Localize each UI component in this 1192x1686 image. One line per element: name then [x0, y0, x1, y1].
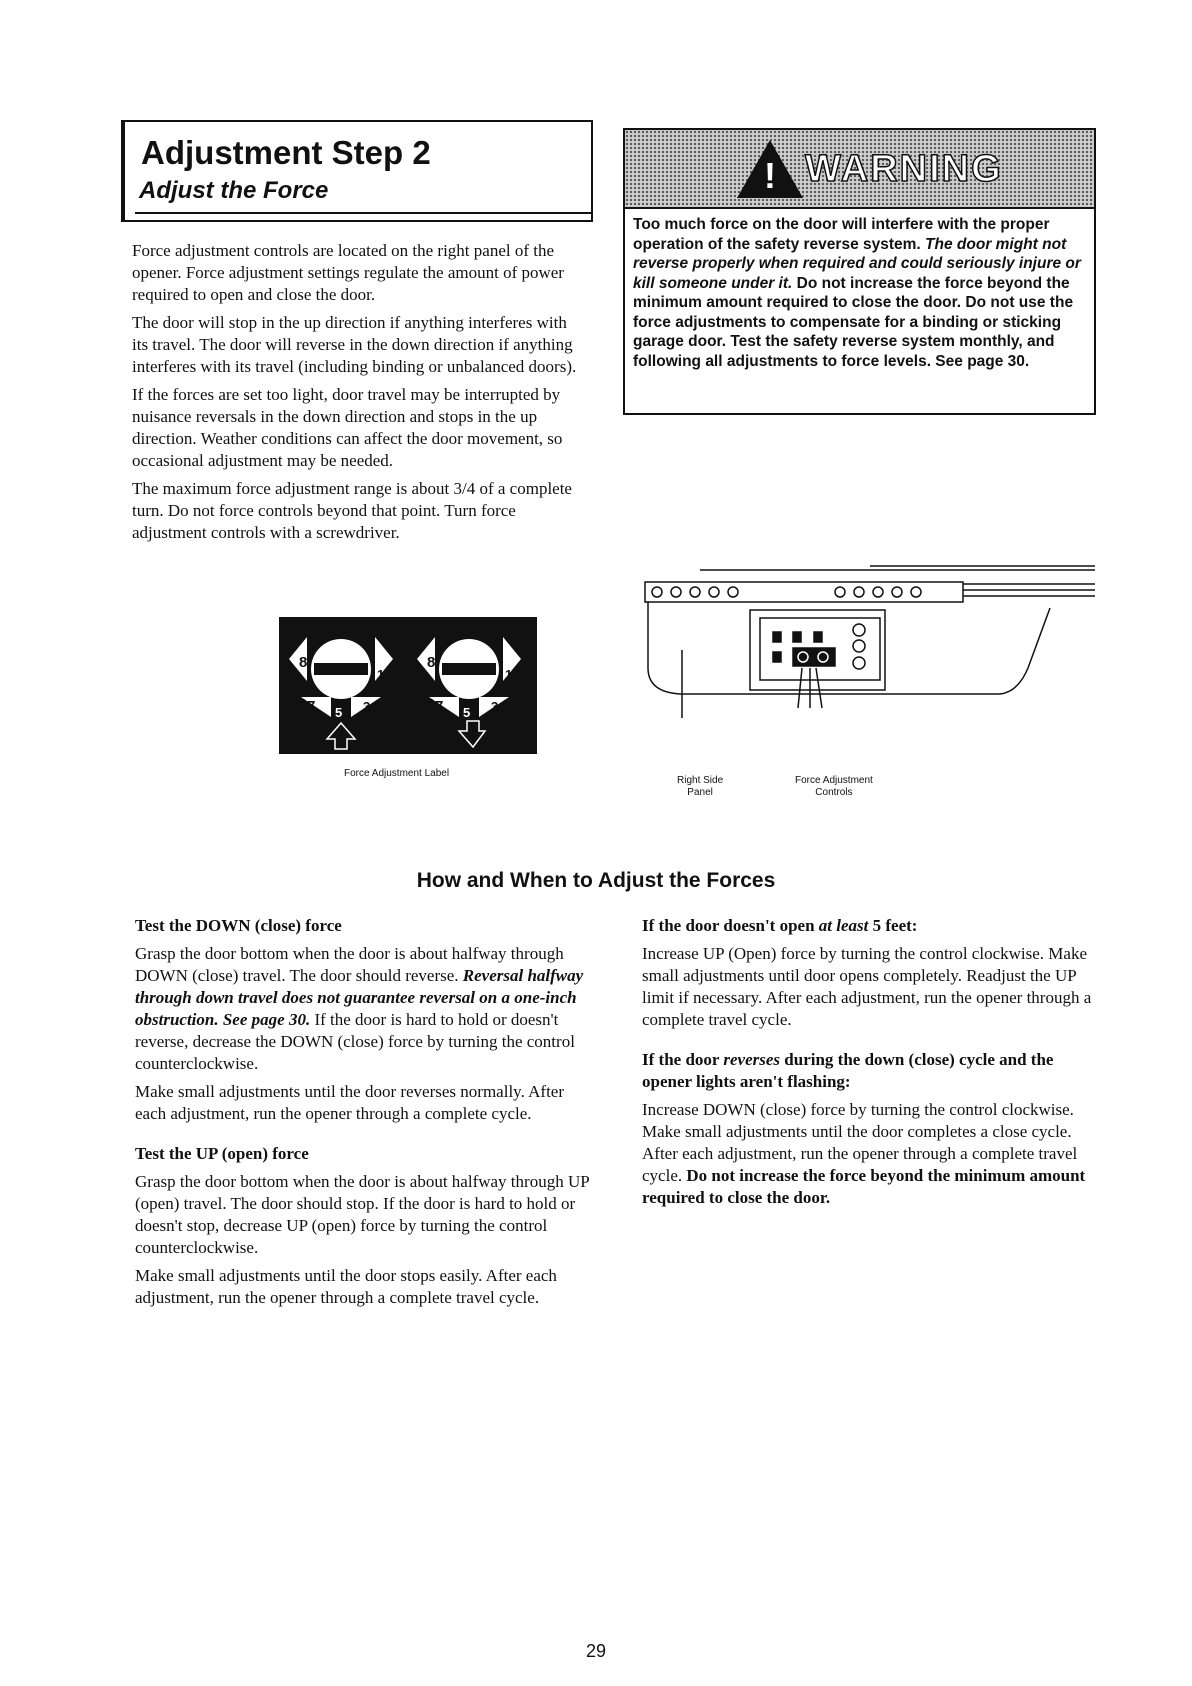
svg-text:5: 5	[463, 705, 471, 720]
warning-box	[623, 128, 1096, 415]
open-5-feet-heading: If the door doesn't open at least 5 feet:	[642, 916, 918, 935]
opener-right-panel-diagram	[640, 560, 1095, 770]
svg-text:8: 8	[427, 654, 436, 671]
step-subtitle-rule	[135, 212, 591, 214]
exclamation-icon: !	[764, 155, 776, 196]
step-header-box	[121, 120, 593, 222]
right-side-panel-caption: Right Side Panel	[677, 775, 724, 798]
open-5-feet-paragraph: Increase UP (Open) force by turning the control clockwise. Make small adjustments until door opens completely. Readjust the UP limit if necessary. After each adjustment, run the opener through a complete travel cycle.	[642, 944, 1092, 1029]
intro-paragraph: The maximum force adjustment range is about 3/4 of a complete turn. Do not force controls beyond that point. Turn force adjustment controls with a screwdriver.	[132, 479, 572, 542]
force-adjustment-controls	[773, 624, 865, 669]
section-heading: How and When to Adjust the Forces	[416, 869, 776, 892]
down-force-heading: Test the DOWN (close) force	[135, 916, 342, 935]
svg-text:8: 8	[299, 654, 308, 671]
svg-text:1: 1	[377, 667, 385, 682]
force-adjustment-label-image	[279, 617, 537, 754]
warning-text: Too much force on the door will interfere with the proper operation of the safety reverse system. The door might not reverse properly when required and could seriously injure or kill someone under it. Do not increase the force beyond the minimum amount required to close the door. Do not use the force adjustments to compensate for a binding or sticking garage door. Test the safety reverse system monthly, and following all adjustments to force levels. See page 30.	[633, 216, 1081, 370]
right-column	[642, 915, 1097, 1215]
svg-text:5: 5	[335, 705, 343, 720]
left-column	[135, 915, 595, 1315]
vent-holes	[652, 587, 921, 597]
intro-paragraph: If the forces are set too light, door travel may be interrupted by nuisance reversals in the down direction and stops in the up direction. Weather conditions can affect the door movement, so occasional adjustment may be needed.	[132, 385, 563, 470]
reverses-heading: If the door reverses during the down (close) cycle and the opener lights aren't flashing:	[642, 1050, 1054, 1091]
intro-paragraph: Force adjustment controls are located on the right panel of the opener. Force adjustment settings regulate the amount of power required to open and close the door.	[132, 241, 564, 304]
warning-banner	[625, 130, 1094, 209]
warning-title: WARNING	[805, 148, 1003, 190]
intro-paragraph: The door will stop in the up direction if anything interferes with its travel. The door will reverse in the down direction if anything interferes with its travel (including binding or unbalanced doors).	[132, 313, 577, 376]
svg-text:7: 7	[307, 698, 316, 715]
page-number: 29	[585, 1641, 607, 1661]
step-title: Adjustment Step 2	[141, 134, 431, 171]
step-subtitle: Adjust the Force	[139, 177, 329, 204]
up-force-heading: Test the UP (open) force	[135, 1144, 309, 1163]
force-label-caption: Force Adjustment Label	[344, 768, 450, 779]
svg-text:1: 1	[505, 667, 513, 682]
up-force-paragraph: Grasp the door bottom when the door is about halfway through UP (open) travel. The door should stop. If the door is hard to hold or doesn't stop, decrease UP (open) force by turning the control counterclockwise.	[135, 1172, 590, 1257]
down-force-paragraph-2: Make small adjustments until the door reverses normally. After each adjustment, run the opener through a complete cycle.	[135, 1082, 564, 1123]
up-force-paragraph-2: Make small adjustments until the door stops easily. After each adjustment, run the opener through a complete travel cycle.	[135, 1266, 557, 1307]
intro-column	[132, 240, 580, 550]
svg-text:3: 3	[491, 699, 499, 714]
force-adjustment-controls-caption: Force Adjustment Controls	[795, 775, 873, 798]
svg-text:7: 7	[435, 698, 444, 715]
svg-text:3: 3	[363, 699, 371, 714]
reverses-paragraph: Increase DOWN (close) force by turning the control clockwise. Make small adjustments until the door completes a close cycle. After each adjustment, run the opener through a complete travel cycle. Do not increase the force beyond the minimum amount required to close the door.	[642, 1100, 1086, 1207]
down-force-paragraph: Grasp the door bottom when the door is about halfway through DOWN (close) travel. The door should reverse. Reversal halfway through down travel does not guarantee reversal on a one-inch obstruction. See page 30. If the door is hard to hold or doesn't reverse, decrease the DOWN (close) force by turning the control counterclockwise.	[135, 944, 584, 1073]
